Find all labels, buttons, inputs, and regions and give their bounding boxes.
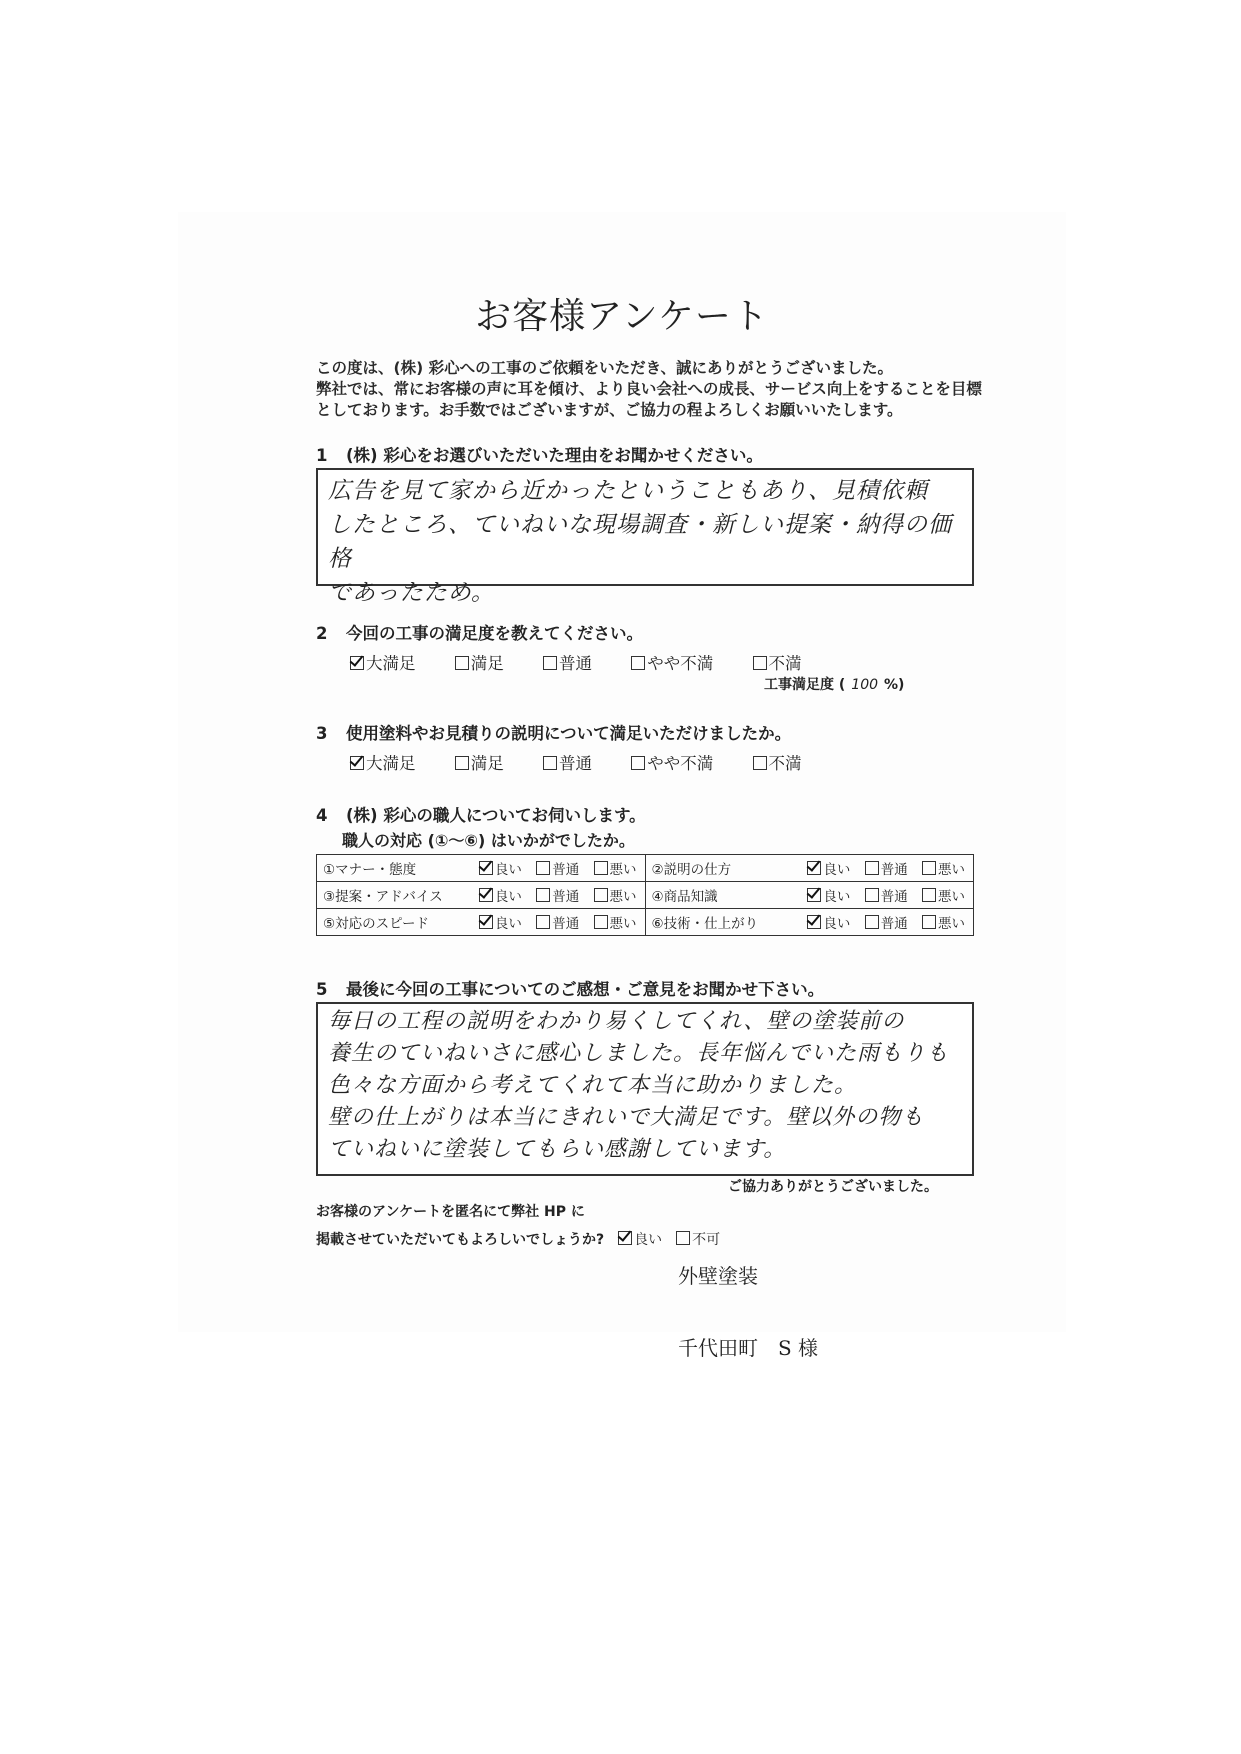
checkbox[interactable] [631, 756, 645, 770]
checkbox[interactable] [865, 888, 879, 902]
checkbox[interactable] [594, 915, 608, 929]
publish-line: 掲載させていただいてもよろしいでしょうか? 良い 不可 [316, 1232, 721, 1248]
checkbox[interactable] [922, 888, 936, 902]
checkbox[interactable] [594, 861, 608, 875]
satisfaction-rate: 工事満足度 ( 100 %) [764, 677, 905, 693]
checkbox[interactable] [455, 656, 469, 670]
question-5 [316, 976, 824, 1000]
answer-line: であったため。 [328, 580, 495, 606]
satisfaction-value: 100 [851, 677, 879, 693]
rating-choices: 良い 普通 悪い [461, 882, 645, 909]
checkbox[interactable] [455, 756, 469, 770]
rating-label: ④商品知識 [645, 882, 790, 909]
option-q3[interactable]: 普通 [543, 750, 592, 774]
checkbox-checked[interactable] [479, 915, 493, 929]
question-number: 1 [316, 446, 328, 465]
option-q3[interactable]: 満足 [455, 750, 504, 774]
option-q2[interactable]: 大満足 [350, 650, 416, 674]
question-2 [316, 620, 643, 644]
question-text: (株) 彩心をお選びいただいた理由をお聞かせください。 [346, 446, 763, 465]
option-q2[interactable]: やや不満 [631, 650, 713, 674]
table-row [317, 855, 974, 882]
option-q3[interactable]: 大満足 [350, 750, 416, 774]
option-q3[interactable]: 不満 [753, 750, 802, 774]
publish-consent [316, 1198, 720, 1254]
checkbox-checked[interactable] [807, 888, 821, 902]
question-text: 今回の工事の満足度を教えてください。 [346, 624, 643, 643]
intro-line: 弊社では、常にお客様の声に耳を傾け、より良い会社への成長、サービス向上をすることを目標 [316, 380, 982, 398]
rating-label: ③提案・アドバイス [317, 882, 462, 909]
question-text: (株) 彩心の職人についてお伺いします。 [346, 806, 646, 825]
handwritten-answer-5 [328, 1006, 968, 1166]
work-type: 外壁塗装 [678, 1264, 758, 1288]
checkbox[interactable] [594, 888, 608, 902]
checkbox[interactable] [676, 1231, 690, 1245]
checkbox-checked[interactable] [350, 756, 364, 770]
checkbox[interactable] [543, 756, 557, 770]
rating-label: ⑥技術・仕上がり [645, 909, 790, 936]
checkbox[interactable] [536, 861, 550, 875]
question-4-sub: 職人の対応 (①〜⑥) はいかがでしたか。 [342, 831, 635, 850]
question-4 [316, 802, 646, 826]
answer-line: したところ、ていねいな現場調査・新しい提案・納得の価格 [328, 512, 952, 572]
checkbox-checked[interactable] [807, 915, 821, 929]
answer-line: ていねいに塗装してもらい感謝しています。 [328, 1137, 787, 1162]
publish-choices: 良い 不可 [618, 1232, 720, 1248]
handwritten-answer-1 [328, 474, 968, 610]
rating-choices: 良い 普通 悪い [461, 909, 645, 936]
answer-line: 広告を見て家から近かったということもあり、見積依頼 [328, 478, 928, 504]
checkbox[interactable] [753, 656, 767, 670]
question-number: 3 [316, 724, 328, 743]
question-number: 5 [316, 980, 328, 999]
checkbox[interactable] [543, 656, 557, 670]
rating-choices: 良い 普通 悪い [790, 882, 974, 909]
checkbox-checked[interactable] [618, 1231, 632, 1245]
option-q3[interactable]: やや不満 [631, 750, 713, 774]
answer-line: 養生のていねいさに感心しました。長年悩んでいた雨もりも [328, 1041, 950, 1066]
question-number: 4 [316, 806, 328, 825]
intro-line: としております。お手数ではございますが、ご協力の程よろしくお願いいたします。 [316, 401, 903, 419]
craftsman-rating-table [316, 854, 974, 936]
table-row [317, 882, 974, 909]
checkbox[interactable] [753, 756, 767, 770]
options-q3 [350, 750, 836, 774]
checkbox-checked[interactable] [479, 861, 493, 875]
page-title: お客様アンケート [475, 296, 769, 337]
rating-label: ②説明の仕方 [645, 855, 790, 882]
checkbox[interactable] [865, 915, 879, 929]
rating-choices: 良い 普通 悪い [790, 909, 974, 936]
rating-choices: 良い 普通 悪い [790, 855, 974, 882]
option-q2[interactable]: 不満 [753, 650, 802, 674]
question-3 [316, 720, 791, 744]
answer-line: 色々な方面から考えてくれて本当に助かりました。 [328, 1073, 858, 1098]
options-q2 [350, 650, 836, 674]
rating-choices: 良い 普通 悪い [461, 855, 645, 882]
checkbox[interactable] [922, 915, 936, 929]
question-number: 2 [316, 624, 328, 643]
question-text: 使用塗料やお見積りの説明について満足いただけましたか。 [346, 724, 792, 743]
answer-line: 壁の仕上がりは本当にきれいで大満足です。壁以外の物も [328, 1105, 925, 1130]
intro-text [316, 358, 1056, 421]
thanks-note: ご協力ありがとうございました。 [728, 1179, 938, 1195]
checkbox[interactable] [865, 861, 879, 875]
question-text: 最後に今回の工事についてのご感想・ご意見をお聞かせ下さい。 [346, 980, 825, 999]
checkbox-checked[interactable] [479, 888, 493, 902]
checkbox[interactable] [922, 861, 936, 875]
checkbox[interactable] [536, 888, 550, 902]
customer-name: 千代田町 S 様 [678, 1336, 819, 1360]
publish-line: お客様のアンケートを匿名にて弊社 HP に [316, 1204, 585, 1220]
checkbox[interactable] [631, 656, 645, 670]
survey-sheet [178, 212, 1066, 1360]
option-q2[interactable]: 満足 [455, 650, 504, 674]
answer-line: 毎日の工程の説明をわかり易くしてくれ、壁の塗装前の [328, 1009, 905, 1034]
checkbox-checked[interactable] [350, 656, 364, 670]
table-row [317, 909, 974, 936]
question-1 [316, 442, 763, 466]
option-q2[interactable]: 普通 [543, 650, 592, 674]
rating-label: ⑤対応のスピード [317, 909, 462, 936]
checkbox-checked[interactable] [807, 861, 821, 875]
checkbox[interactable] [536, 915, 550, 929]
intro-line: この度は、(株) 彩心への工事のご依頼をいただき、誠にありがとうございました。 [316, 359, 893, 377]
rating-label: ①マナー・態度 [317, 855, 462, 882]
